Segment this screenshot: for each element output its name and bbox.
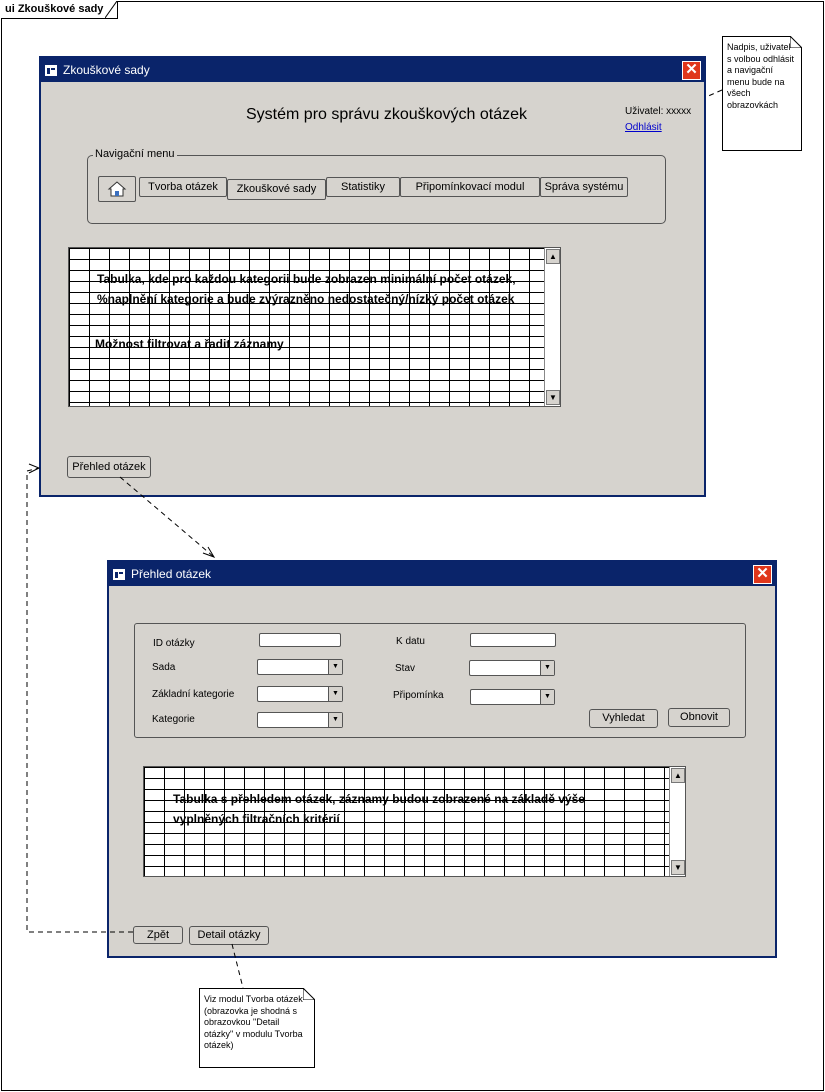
date-label: K datu <box>396 636 425 647</box>
chevron-down-icon[interactable]: ▼ <box>540 690 554 704</box>
tab-statistiky[interactable]: Statistiky <box>326 177 400 197</box>
overview-button[interactable]: Přehled otázek <box>67 456 151 478</box>
connector-note-top <box>706 90 722 97</box>
categories-table-filter-note: Možnost filtrovat a řadit záznamy <box>95 337 284 351</box>
window-title: Zkouškové sady <box>63 63 150 77</box>
nav-group-label: Navigační menu <box>95 148 175 160</box>
categories-table-note: Tabulka, kde pro každou kategorii bude zobrazen minimální počet otázek, %naplnění kategorie a bude zvýrazněno nedostatečný/nízký počet otázek <box>97 272 516 306</box>
questions-table-note: Tabulka s přehledem otázek, záznamy budou zobrazené na základě výše vyplněných filtračních kritérií <box>173 792 585 826</box>
search-button[interactable]: Vyhledat <box>589 709 658 728</box>
window-title: Přehled otázek <box>131 567 212 581</box>
chevron-down-icon[interactable]: ▼ <box>328 713 342 727</box>
tab-sprava-systemu[interactable]: Správa systému <box>540 177 628 197</box>
logout-link[interactable]: Odhlásit <box>625 122 662 133</box>
connector-overview-to-window <box>120 477 214 557</box>
arrowhead-back <box>29 464 39 473</box>
detail-button[interactable]: Detail otázky <box>189 926 269 945</box>
state-label: Stav <box>395 663 416 674</box>
refresh-button[interactable]: Obnovit <box>668 708 730 727</box>
tab-pripominkovaci-modul[interactable]: Připomínkovací modul <box>400 177 540 197</box>
connector-note-bottom <box>232 944 243 988</box>
set-label: Sada <box>152 662 176 673</box>
chevron-down-icon[interactable]: ▼ <box>328 660 342 674</box>
close-icon[interactable]: ✕ <box>682 61 701 80</box>
category-label: Kategorie <box>152 714 195 725</box>
connector-back-to-window1 <box>27 468 133 932</box>
chevron-down-icon[interactable]: ▼ <box>540 661 554 675</box>
back-button[interactable]: Zpět <box>133 926 183 944</box>
diagram-frame-label: ui Zkouškové sady <box>1 1 118 19</box>
user-label: Uživatel: xxxxx <box>625 106 692 117</box>
base-category-label: Základní kategorie <box>152 689 235 700</box>
chevron-down-icon[interactable]: ▼ <box>328 687 342 701</box>
scroll-up-icon[interactable]: ▲ <box>671 768 685 783</box>
scroll-down-icon[interactable]: ▼ <box>546 390 560 405</box>
scroll-down-icon[interactable]: ▼ <box>671 860 685 875</box>
note-navigation-text: Nadpis, uživatel s volbou odhlásit a navigační menu bude na všech obrazovkách <box>727 42 795 110</box>
id-label: ID otázky <box>153 638 195 649</box>
note-detail-text: Viz modul Tvorba otázek (obrazovka je shodná s obrazovkou "Detail otázky" v modulu Tvorba otázek) <box>204 994 303 1050</box>
scroll-up-icon[interactable]: ▲ <box>546 249 560 264</box>
page-heading: Systém pro správu zkouškových otázek <box>246 106 528 123</box>
tab-tvorba-otazek[interactable]: Tvorba otázek <box>139 177 227 197</box>
comment-label: Připomínka <box>393 690 444 701</box>
close-icon[interactable]: ✕ <box>753 565 772 584</box>
tab-zkouskove-sady[interactable]: Zkouškové sady <box>227 179 326 200</box>
